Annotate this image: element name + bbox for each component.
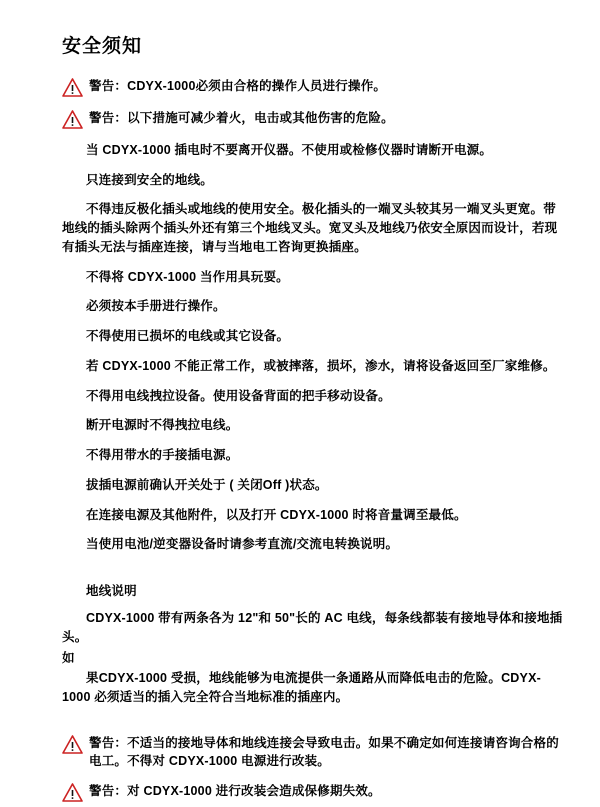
warning-notice — [62, 109, 566, 129]
section-divider — [62, 565, 566, 581]
warning-triangle-icon — [62, 783, 83, 802]
warning-notice — [62, 77, 566, 97]
warning-text: 警告：CDYX-1000必须由合格的操作人员进行操作。 — [89, 78, 387, 93]
measure-item: 当使用电池/逆变器设备时请参考直流/交流电转换说明。 — [86, 537, 399, 552]
measure-item: 当 CDYX-1000 插电时不要离开仪器。不使用或检修仪器时请断开电源。 — [86, 142, 493, 157]
measure-item: 断开电源时不得拽拉电线。 — [86, 418, 239, 433]
ground-paragraph: CDYX-1000 带有两条各为 12"和 50"长的 AC 电线，每条线都装有接地导体和接地插头。 — [62, 611, 563, 644]
page-title: 安全须知 — [62, 36, 143, 57]
warning-triangle-icon — [62, 735, 83, 754]
ground-section-heading: 地线说明 — [86, 584, 137, 599]
ground-paragraph: 如 — [62, 650, 75, 665]
measure-item: 在连接电源及其他附件，以及打开 CDYX-1000 时将音量调至最低。 — [86, 507, 467, 522]
warning-triangle-icon — [62, 78, 83, 97]
measure-item: 拔插电源前确认开关处于 ( 关闭Off )状态。 — [86, 477, 328, 492]
measure-item: 不得使用已损坏的电线或其它设备。 — [86, 329, 290, 344]
warning-text: 警告：对 CDYX-1000 进行改装会造成保修期失效。 — [89, 784, 381, 799]
measure-item: 不得将 CDYX-1000 当作用具玩耍。 — [86, 269, 289, 284]
warning-triangle-icon — [62, 110, 83, 129]
measure-item: 不得用电线拽拉设备。使用设备背面的把手移动设备。 — [86, 388, 391, 403]
measure-item: 若 CDYX-1000 不能正常工作，或被摔落，损坏，渗水，请将设备返回至厂家维修。 — [86, 358, 556, 373]
measure-item: 必须按本手册进行操作。 — [86, 299, 226, 314]
ground-paragraph: 果CDYX-1000 受损，地线能够为电流提供一条通路从而降低电击的危险。CDYX-1000 必须适当的插入完全符合当地标准的插座内。 — [62, 671, 541, 705]
warning-notice — [62, 734, 566, 770]
measure-item: 不得用带水的手接插电源。 — [86, 448, 239, 463]
measure-item: 不得违反极化插头或地线的使用安全。极化插头的一端叉头较其另一端叉头更宽。带地线的插头除两个插头外还有第三个地线叉头。宽叉头及地线乃依安全原因而设计，若现有插头无法与插座连接，请与当地电工咨询更换插座。 — [62, 202, 558, 254]
section-divider — [62, 718, 566, 734]
warning-text: 警告：以下措施可减少着火，电击或其他伤害的危险。 — [89, 110, 394, 125]
warning-text: 警告：不适当的接地导体和地线连接会导致电击。如果不确定如何连接请咨询合格的电工。不得对 CDYX-1000 电源进行改装。 — [89, 735, 559, 768]
measure-item: 只连接到安全的地线。 — [86, 172, 214, 187]
warning-notice — [62, 782, 566, 802]
